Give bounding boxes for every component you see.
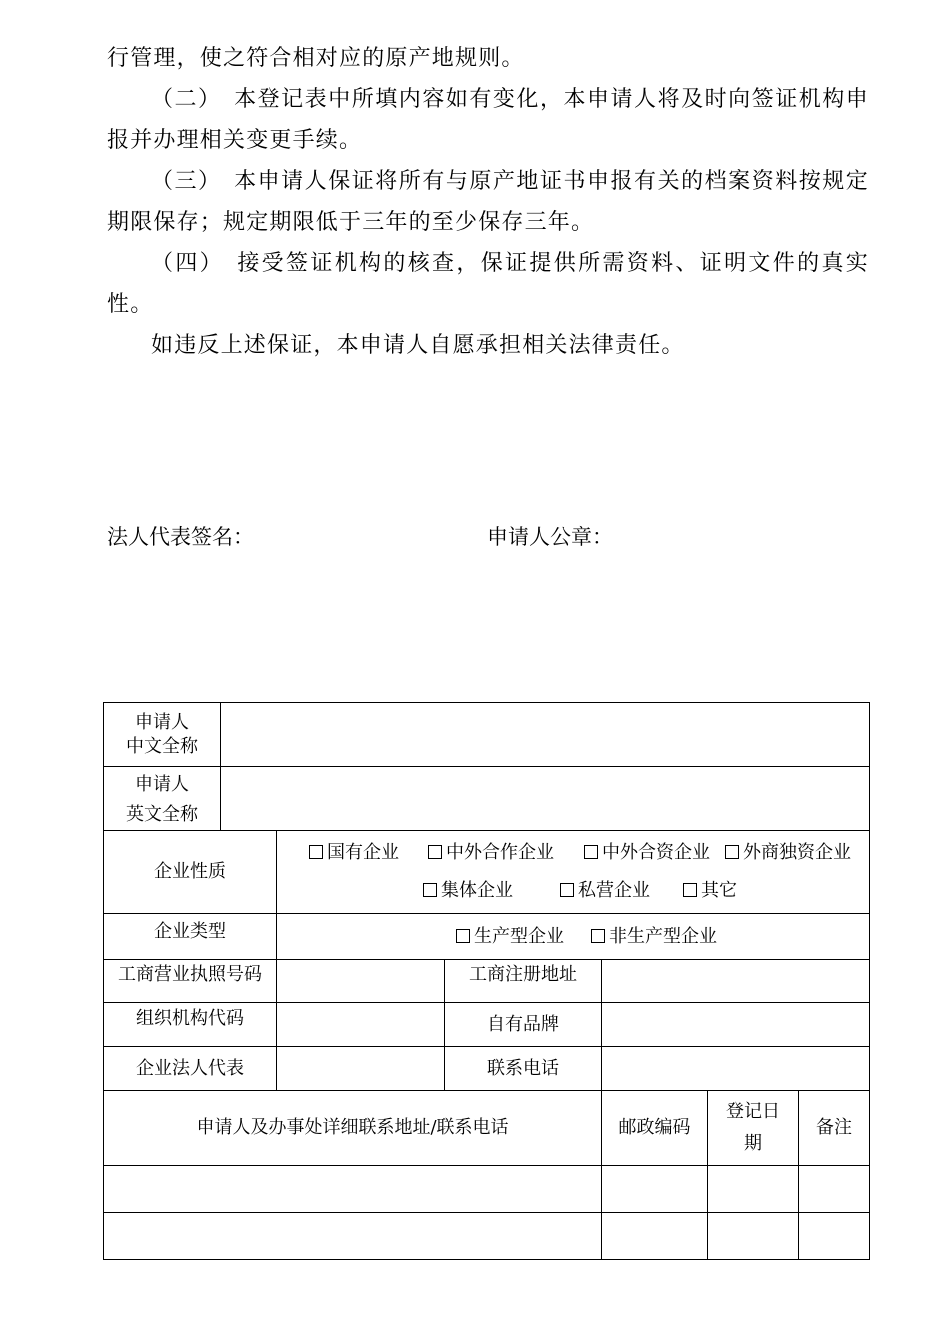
paragraph-4: （四） 接受签证机构的核查，保证提供所需资料、证明文件的真实性。 — [107, 251, 869, 317]
nature-options-line-1 — [277, 834, 869, 872]
legal-rep-label: 企业法人代表 — [104, 1047, 277, 1091]
remarks-cell[interactable] — [799, 1213, 870, 1260]
checkbox-icon[interactable] — [428, 845, 442, 859]
enterprise-type-options — [277, 914, 870, 960]
checkbox-icon[interactable] — [584, 845, 598, 859]
checkbox-icon[interactable] — [309, 845, 323, 859]
contact-address-cell[interactable] — [104, 1213, 602, 1260]
phone-field[interactable] — [602, 1047, 870, 1091]
paragraph-5: 如违反上述保证，本申请人自愿承担相关法律责任。 — [151, 333, 685, 358]
cn-name-label — [104, 703, 221, 767]
license-number-label: 工商营业执照号码 — [104, 960, 277, 1003]
cn-name-label-line-1: 申请人 — [135, 711, 189, 733]
contact-address-cell[interactable] — [104, 1166, 602, 1213]
registered-address-label: 工商注册地址 — [445, 960, 602, 1003]
cn-name-field[interactable] — [221, 703, 870, 767]
license-number-field[interactable] — [277, 960, 445, 1003]
remarks-header: 备注 — [799, 1091, 870, 1166]
checkbox-icon[interactable] — [591, 929, 605, 943]
registered-address-field[interactable] — [602, 960, 870, 1003]
registration-date-cell[interactable] — [708, 1213, 799, 1260]
legal-rep-row — [104, 1047, 870, 1091]
registration-date-header-line-1: 登记日 — [726, 1101, 780, 1122]
paragraph-2: （二） 本登记表中所填内容如有变化，本申请人将及时向签证机构申报并办理相关变更手续。 — [107, 87, 869, 153]
postcode-cell[interactable] — [602, 1166, 708, 1213]
nature-option-private[interactable]: 私营企业 — [527, 872, 683, 910]
enterprise-type-label: 企业类型 — [104, 914, 277, 960]
nature-option-joint-venture[interactable]: 中外合资企业 — [569, 834, 725, 872]
org-code-label: 组织机构代码 — [104, 1003, 277, 1047]
type-option-production[interactable]: 生产型企业 — [429, 918, 591, 956]
en-name-field[interactable] — [221, 767, 870, 831]
checkbox-icon[interactable] — [423, 883, 437, 897]
checkbox-icon[interactable] — [725, 845, 739, 859]
registration-date-header-line-2: 期 — [744, 1133, 762, 1154]
paragraph-3: （三） 本申请人保证将所有与原产地证书申报有关的档案资料按规定期限保存；规定期限低于三年的至少保存三年。 — [107, 169, 869, 235]
own-brand-label: 自有品牌 — [445, 1003, 602, 1047]
enterprise-nature-row — [104, 831, 870, 914]
type-options-line — [277, 918, 869, 956]
remarks-cell[interactable] — [799, 1166, 870, 1213]
org-code-row — [104, 1003, 870, 1047]
registration-date-header — [708, 1091, 799, 1166]
enterprise-type-row — [104, 914, 870, 960]
registration-form-table — [103, 702, 870, 1260]
nature-options-line-2 — [277, 872, 869, 910]
registration-date-cell[interactable] — [708, 1166, 799, 1213]
own-brand-field[interactable] — [602, 1003, 870, 1047]
postcode-cell[interactable] — [602, 1213, 708, 1260]
en-name-row — [104, 767, 870, 831]
paragraph-line-1: 行管理，使之符合相对应的原产地规则。 — [107, 46, 525, 71]
cn-name-label-line-2: 中文全称 — [126, 735, 198, 757]
nature-option-state-owned[interactable]: 国有企业 — [295, 834, 413, 872]
nature-option-cooperative[interactable]: 中外合作企业 — [413, 834, 569, 872]
legal-rep-field[interactable] — [277, 1047, 445, 1091]
enterprise-nature-options — [277, 831, 870, 914]
en-name-label — [104, 767, 221, 831]
type-option-non-production[interactable]: 非生产型企业 — [591, 918, 717, 956]
contact-data-row-1 — [104, 1166, 870, 1213]
legal-rep-signature-label: 法人代表签名： — [107, 525, 254, 549]
cn-name-row — [104, 703, 870, 767]
contact-header-row — [104, 1091, 870, 1166]
en-name-label-line-1: 申请人 — [135, 774, 189, 795]
nature-option-other[interactable]: 其它 — [683, 872, 737, 910]
checkbox-icon[interactable] — [456, 929, 470, 943]
checkbox-icon[interactable] — [683, 883, 697, 897]
en-name-label-line-2: 英文全称 — [126, 804, 198, 825]
contact-address-header: 申请人及办事处详细联系地址/联系电话 — [104, 1091, 602, 1166]
nature-option-wholly-foreign[interactable]: 外商独资企业 — [725, 834, 851, 872]
license-row — [104, 960, 870, 1003]
phone-label: 联系电话 — [445, 1047, 602, 1091]
contact-data-row-2 — [104, 1213, 870, 1260]
company-seal-label: 申请人公章： — [487, 525, 613, 549]
postcode-header: 邮政编码 — [602, 1091, 708, 1166]
checkbox-icon[interactable] — [560, 883, 574, 897]
enterprise-nature-label: 企业性质 — [104, 831, 277, 914]
org-code-field[interactable] — [277, 1003, 445, 1047]
nature-option-collective[interactable]: 集体企业 — [409, 872, 527, 910]
